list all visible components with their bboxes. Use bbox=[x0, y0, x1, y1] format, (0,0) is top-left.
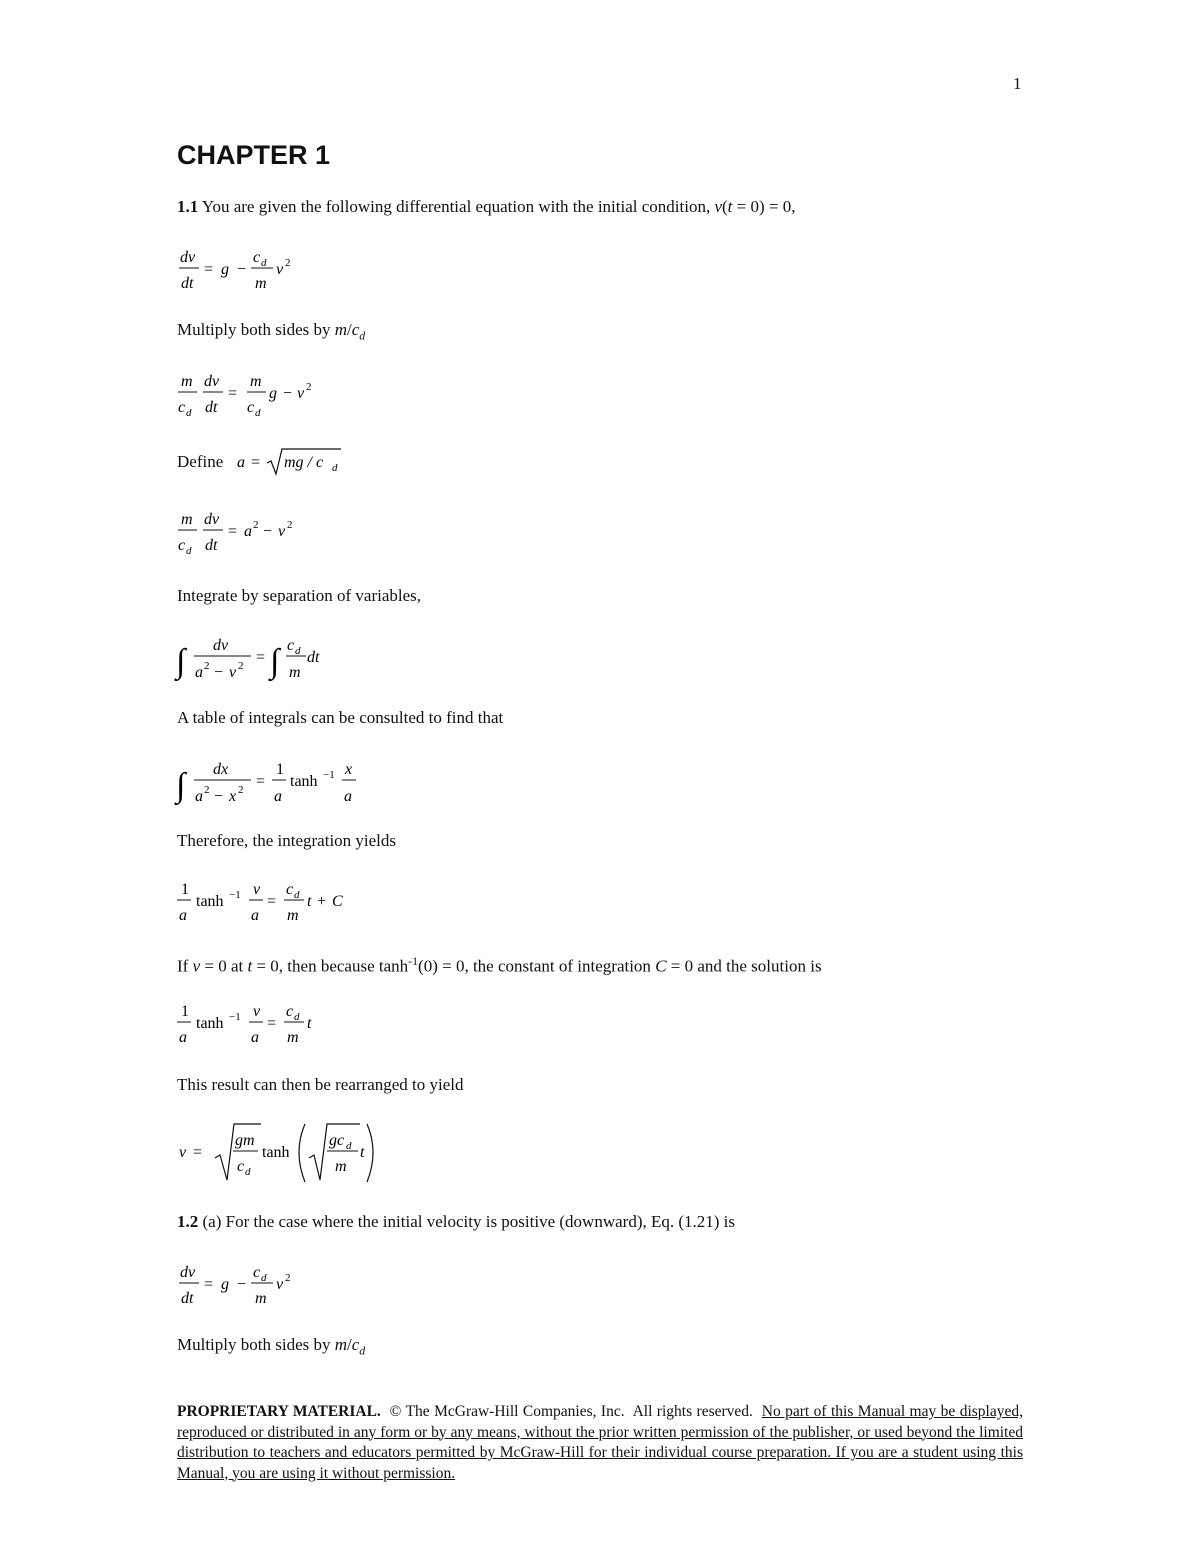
equals: = bbox=[251, 454, 261, 471]
problem-number: 1.1 bbox=[177, 197, 199, 216]
var-v: v bbox=[253, 881, 261, 898]
slash: / bbox=[347, 1335, 352, 1354]
sub-d: d bbox=[255, 407, 261, 419]
text: (0) = 0, the constant of integration bbox=[418, 956, 656, 976]
condition-text bbox=[177, 954, 822, 977]
var-v: v bbox=[253, 1003, 261, 1020]
multiply-text-1 bbox=[177, 320, 365, 343]
footer-plain: © The McGraw-Hill Companies, Inc. All rights reserved. bbox=[380, 1403, 762, 1420]
var-t: t bbox=[360, 1144, 365, 1161]
text: = 0 and the solution is bbox=[666, 956, 822, 976]
equation-velocity-svg bbox=[177, 1118, 397, 1188]
slash: / bbox=[347, 320, 352, 339]
minus: − bbox=[237, 1276, 247, 1293]
inverse: −1 bbox=[323, 769, 335, 781]
var-m: m bbox=[289, 664, 301, 681]
integral-sign: ∫ bbox=[176, 767, 186, 804]
one: 1 bbox=[276, 761, 284, 778]
minus: − bbox=[283, 385, 293, 402]
equation-separated bbox=[177, 630, 347, 693]
equals: = bbox=[204, 1276, 214, 1293]
var-m: m bbox=[287, 1029, 299, 1046]
chapter-title: CHAPTER 1 bbox=[177, 140, 331, 170]
var-x: x bbox=[229, 788, 237, 805]
var-v: v bbox=[192, 956, 201, 976]
text: Multiply both sides by bbox=[177, 1335, 335, 1354]
problem-1-1-intro: 1.1 You are given the following differential equation with the initial condition, v(t = 0) = 0, bbox=[177, 197, 796, 216]
sub-d: d bbox=[186, 407, 192, 419]
text: Multiply both sides by bbox=[177, 320, 335, 339]
minus: − bbox=[237, 261, 247, 278]
numerator: gm bbox=[235, 1132, 255, 1149]
integral-sign: ∫ bbox=[176, 643, 186, 680]
var-t: t bbox=[247, 956, 253, 976]
intro-text: (a) For the case where the initial velocity is positive (downward), Eq. (1.21) is bbox=[198, 1212, 736, 1231]
exponent: 2 bbox=[285, 1272, 291, 1284]
var-a: a bbox=[195, 788, 203, 805]
numerator: dx bbox=[213, 761, 229, 778]
var-a: a bbox=[195, 664, 203, 681]
equation-define-a bbox=[235, 445, 375, 484]
copyright-footer bbox=[177, 1402, 1023, 1484]
inverse: −1 bbox=[229, 1011, 241, 1023]
var-v: v bbox=[714, 197, 722, 216]
inverse: −1 bbox=[229, 889, 241, 901]
equals: = bbox=[204, 261, 214, 278]
problem-number: 1.2 bbox=[177, 1212, 199, 1231]
sub-d: d bbox=[332, 462, 338, 474]
var-v: v bbox=[229, 664, 237, 681]
footer-bold: PROPRIETARY MATERIAL. bbox=[177, 1403, 381, 1420]
equation-substituted bbox=[177, 506, 327, 567]
var-a: a bbox=[237, 454, 245, 471]
sub-d: d bbox=[359, 328, 366, 343]
numerator: dv bbox=[180, 249, 196, 266]
var-g: g bbox=[269, 385, 277, 402]
var-c: c bbox=[247, 399, 255, 416]
exponent: 2 bbox=[238, 784, 244, 796]
denominator: dt bbox=[181, 275, 194, 292]
equation-ode-2-svg bbox=[177, 1259, 317, 1311]
var-a: a bbox=[251, 907, 259, 924]
var-c: c bbox=[178, 399, 186, 416]
equals: = bbox=[256, 649, 266, 666]
var-c: c bbox=[351, 320, 360, 339]
numerator: dv bbox=[213, 637, 229, 654]
inverse: -1 bbox=[408, 954, 419, 968]
equation-ode bbox=[177, 244, 317, 301]
sub-d: d bbox=[295, 645, 301, 657]
one: 1 bbox=[181, 1003, 189, 1020]
numerator: dv bbox=[204, 373, 220, 390]
footer-notice: No part of this Manual may be displayed, reproduced or distributed in any form or by any means, without the prior written permission of the publisher, or used beyond the limited distribution to teachers and educators permitted by McGraw-Hill for their individual course preparation. If you are a student using this Manual, you are using it without permission. bbox=[177, 1403, 1023, 1482]
equation-substituted-svg bbox=[177, 506, 327, 562]
integral-sign: ∫ bbox=[270, 643, 280, 680]
var-m: m bbox=[255, 1290, 267, 1307]
minus: − bbox=[214, 788, 224, 805]
var-c: c bbox=[253, 249, 261, 266]
var-a: a bbox=[274, 788, 282, 805]
exponent: 2 bbox=[238, 660, 244, 672]
text: = 0 at bbox=[200, 956, 248, 976]
var-a: a bbox=[251, 1029, 259, 1046]
equals: = bbox=[267, 1015, 277, 1032]
sub-d: d bbox=[186, 545, 192, 557]
minus: − bbox=[263, 523, 273, 540]
exponent: 2 bbox=[253, 519, 259, 531]
var-v: v bbox=[297, 385, 305, 402]
equation-separated-svg bbox=[177, 630, 347, 688]
var-m: m bbox=[287, 907, 299, 924]
denominator: dt bbox=[205, 399, 218, 416]
var-t: t bbox=[307, 893, 312, 910]
var-a: a bbox=[179, 1029, 187, 1046]
sub-d: d bbox=[359, 1343, 366, 1358]
radicand: mg / c bbox=[284, 454, 324, 471]
equals: = bbox=[193, 1144, 203, 1161]
integrate-text: Integrate by separation of variables, bbox=[177, 586, 422, 605]
sub-d: d bbox=[294, 889, 300, 901]
cond-rest: = 0) = 0, bbox=[732, 197, 796, 216]
exponent: 2 bbox=[204, 784, 210, 796]
equals: = bbox=[228, 385, 238, 402]
problem-1-2-intro bbox=[177, 1212, 735, 1232]
var-g: g bbox=[221, 261, 229, 278]
var-C: C bbox=[655, 956, 667, 976]
dt: dt bbox=[307, 649, 320, 666]
sub-d: d bbox=[261, 257, 267, 269]
sub-d: d bbox=[261, 1272, 267, 1284]
var-t: t bbox=[307, 1015, 312, 1032]
right-paren bbox=[367, 1124, 373, 1182]
var-c: c bbox=[253, 1264, 261, 1281]
var-v: v bbox=[276, 261, 284, 278]
minus: − bbox=[214, 664, 224, 681]
define-text bbox=[177, 452, 223, 472]
var-v: v bbox=[179, 1144, 187, 1161]
var-c: c bbox=[178, 537, 186, 554]
table-text: A table of integrals can be consulted to find that bbox=[177, 708, 504, 727]
tanh: tanh bbox=[290, 773, 318, 790]
var-v: v bbox=[276, 1276, 284, 1293]
var-c: c bbox=[287, 637, 295, 654]
var-c: c bbox=[351, 1335, 360, 1354]
var-m: m bbox=[334, 320, 348, 339]
equation-ode-2 bbox=[177, 1259, 317, 1316]
page-number: 1 bbox=[1013, 74, 1022, 93]
tanh: tanh bbox=[196, 1015, 224, 1032]
equation-define-a-svg bbox=[235, 445, 375, 479]
denominator: dt bbox=[205, 537, 218, 554]
var-m: m bbox=[181, 373, 193, 390]
equation-ode-svg bbox=[177, 244, 317, 296]
equation-multiplied bbox=[177, 368, 347, 429]
left-paren bbox=[299, 1124, 305, 1182]
equation-velocity bbox=[177, 1118, 397, 1193]
equals: = bbox=[256, 773, 266, 790]
equation-solution bbox=[177, 998, 357, 1059]
equals: = bbox=[228, 523, 238, 540]
text: Define bbox=[177, 452, 224, 471]
var-m: m bbox=[255, 275, 267, 292]
plus: + bbox=[317, 893, 327, 910]
sub-d: d bbox=[245, 1166, 251, 1178]
denominator: dt bbox=[181, 1290, 194, 1307]
text: If bbox=[177, 956, 193, 976]
sub-d: d bbox=[346, 1140, 352, 1152]
var-m: m bbox=[181, 511, 193, 528]
numerator: dv bbox=[180, 1264, 196, 1281]
rearranged-text: This result can then be rearranged to yield bbox=[177, 1075, 464, 1094]
exponent: 2 bbox=[287, 519, 293, 531]
equals: = bbox=[267, 893, 277, 910]
intro-text: You are given the following differential equation with the initial condition, bbox=[198, 197, 715, 216]
var-c: c bbox=[286, 881, 294, 898]
var-C: C bbox=[332, 893, 343, 910]
sub-d: d bbox=[294, 1011, 300, 1023]
var-gc: gc bbox=[329, 1132, 345, 1149]
equation-solution-svg bbox=[177, 998, 357, 1054]
var-g: g bbox=[221, 1276, 229, 1293]
equation-table-integral-svg bbox=[177, 754, 377, 812]
var-a: a bbox=[244, 523, 252, 540]
var-c: c bbox=[237, 1158, 245, 1175]
var-m: m bbox=[250, 373, 262, 390]
exponent: 2 bbox=[285, 257, 291, 269]
equation-integrated bbox=[177, 876, 377, 937]
multiply-text-2 bbox=[177, 1335, 365, 1358]
var-t: t bbox=[727, 197, 733, 216]
var-x: x bbox=[345, 761, 353, 778]
var-m: m bbox=[335, 1158, 347, 1175]
tanh: tanh bbox=[262, 1144, 290, 1161]
exponent: 2 bbox=[306, 381, 312, 393]
tanh: tanh bbox=[196, 893, 224, 910]
var-c: c bbox=[286, 1003, 294, 1020]
var-m: m bbox=[334, 1335, 348, 1354]
var-a: a bbox=[179, 907, 187, 924]
one: 1 bbox=[181, 881, 189, 898]
numerator: dv bbox=[204, 511, 220, 528]
equation-integrated-svg bbox=[177, 876, 377, 932]
text: = 0, then because tanh bbox=[252, 956, 409, 976]
var-v: v bbox=[278, 523, 286, 540]
var-a: a bbox=[344, 788, 352, 805]
therefore-text: Therefore, the integration yields bbox=[177, 831, 397, 850]
equation-table-integral bbox=[177, 754, 377, 817]
equation-multiplied-svg bbox=[177, 368, 347, 424]
exponent: 2 bbox=[204, 660, 210, 672]
